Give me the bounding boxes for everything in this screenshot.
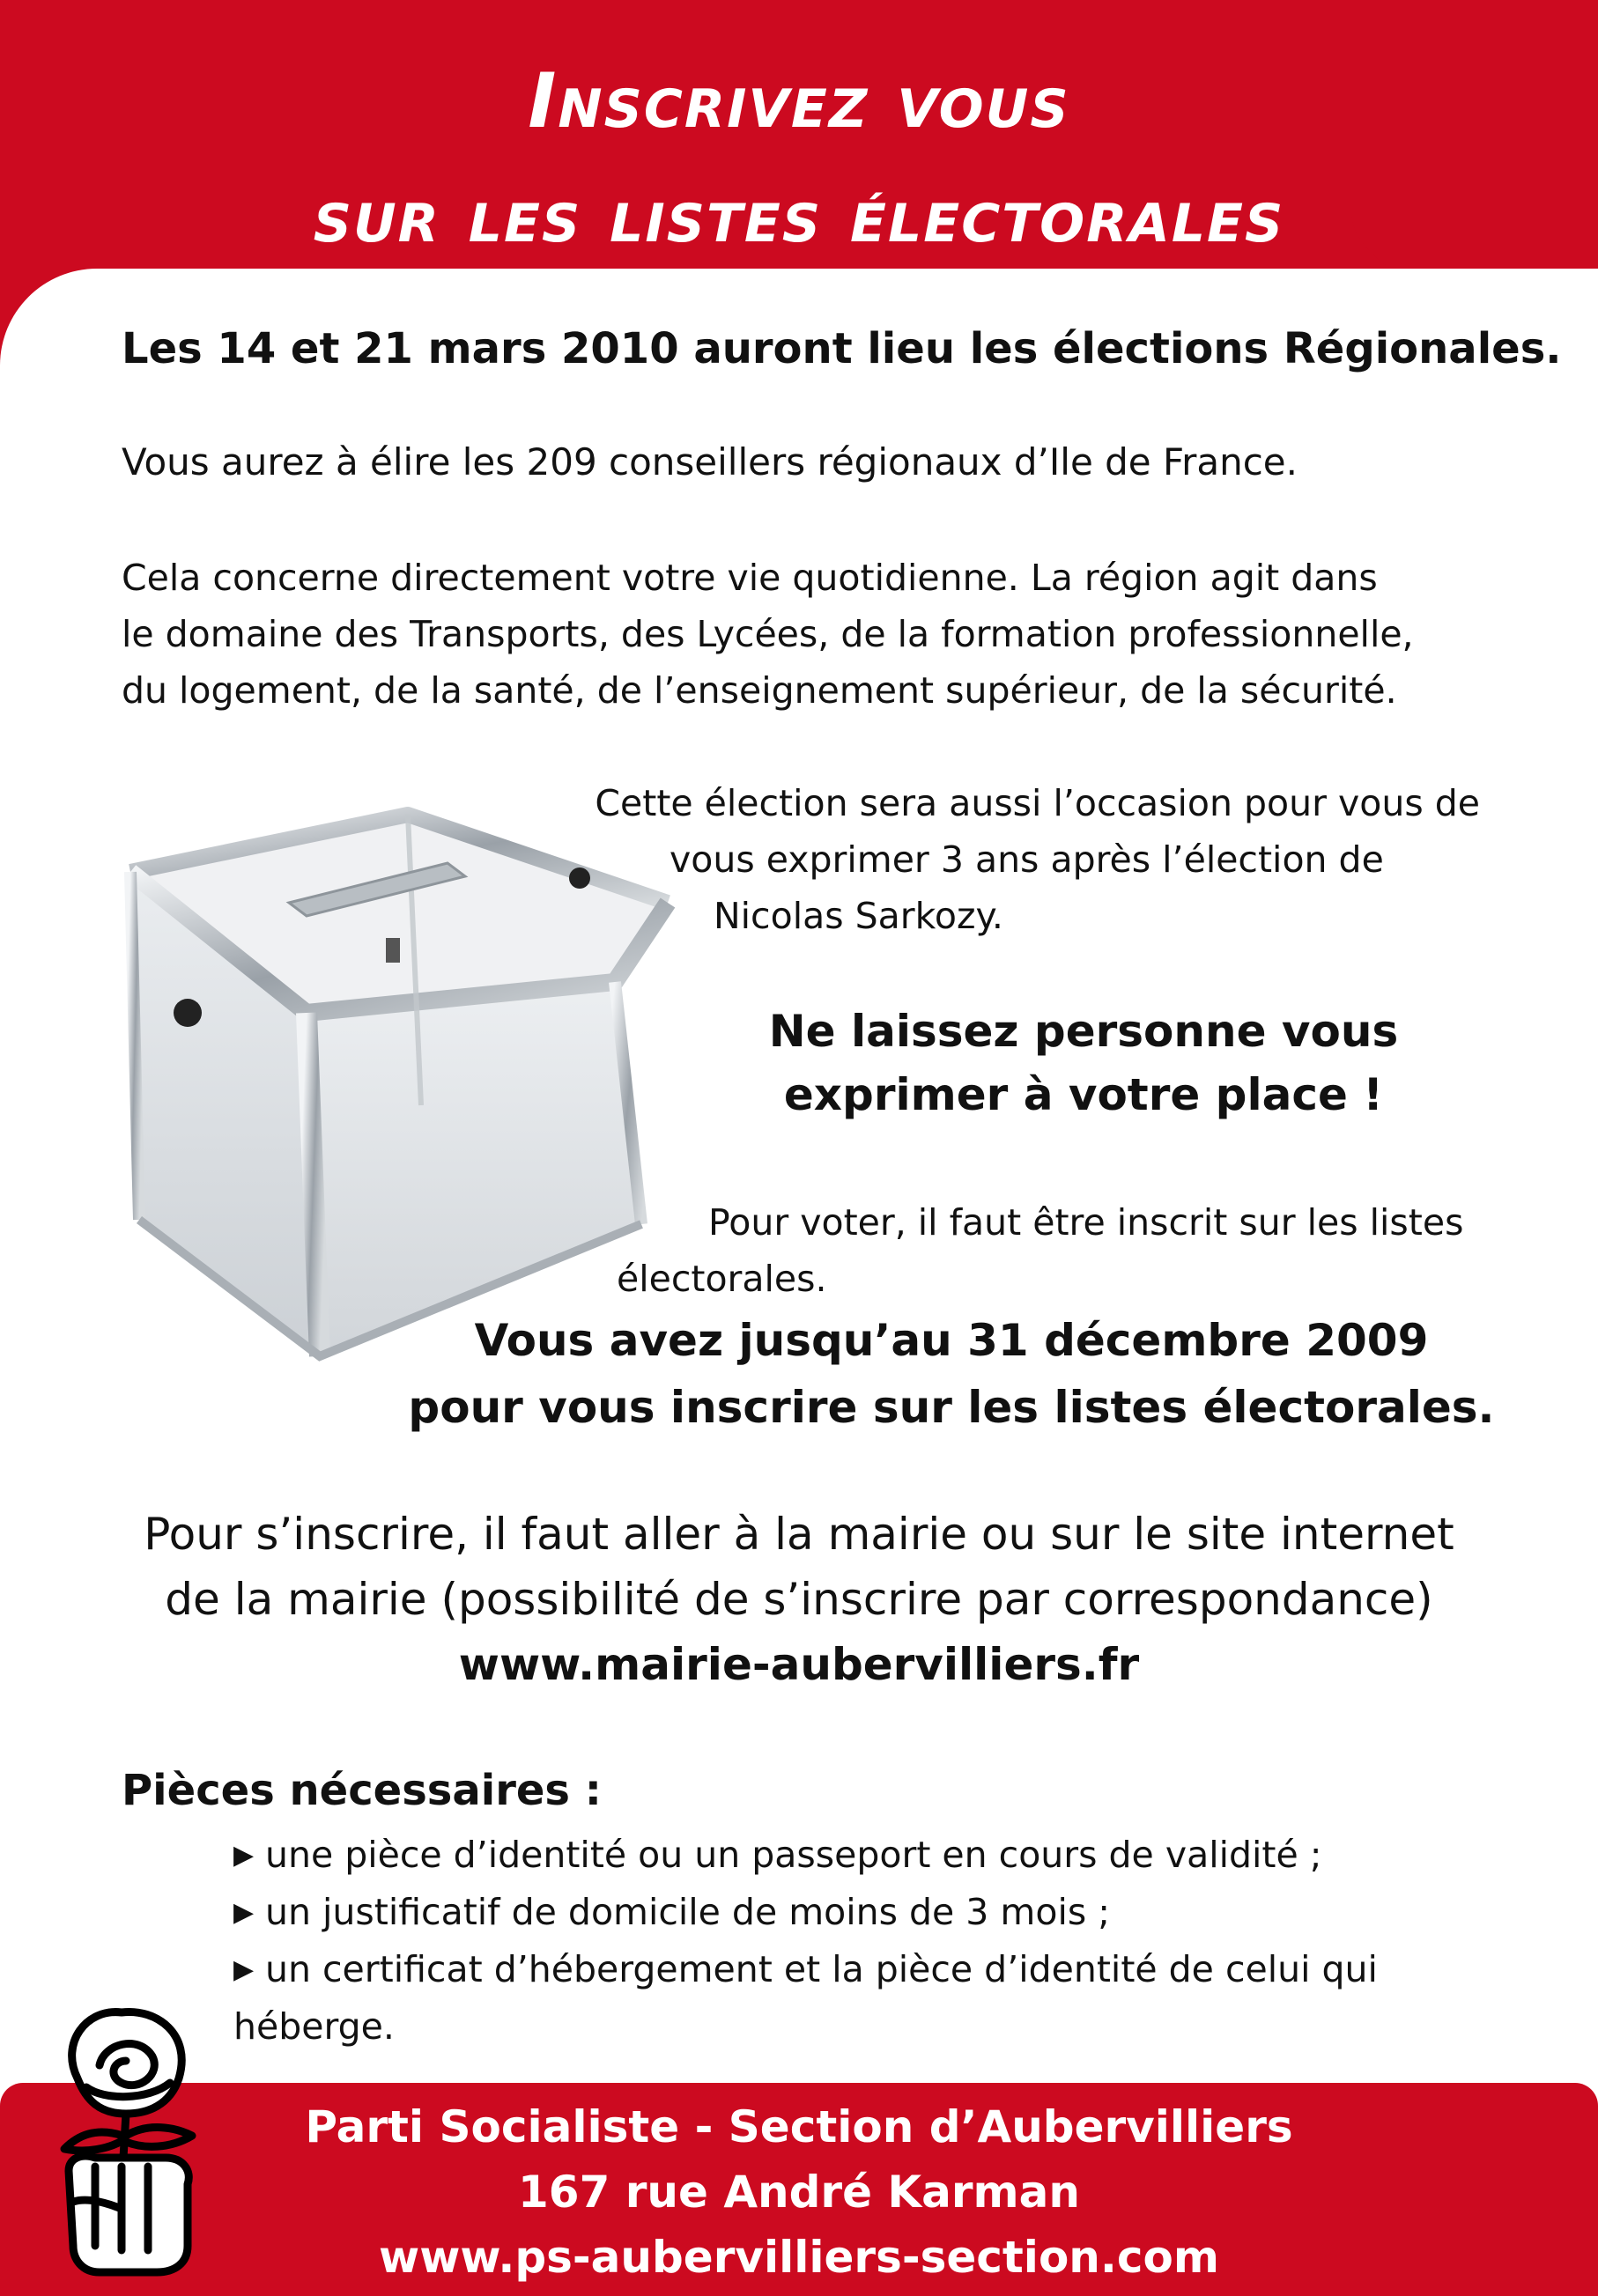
page-title [0,44,1598,273]
triangle-bullet-icon: ▶ [233,1897,255,1928]
slogan-line: Ne laissez personne vous [768,1006,1399,1057]
paragraph-line: électorales. [617,1258,827,1300]
lead-paragraph: Les 14 et 21 mars 2010 auront lieu les élections Régionales. [122,324,1562,373]
footer-address: 167 rue André Karman [518,2167,1080,2218]
list-item: ▶ un justificatif de domicile de moins de 3 mois ; [233,1884,1493,1941]
list-item: ▶ une pièce d’identité ou un passeport en cours de validité ; [233,1827,1493,1884]
paragraph-region-competences [122,550,1496,719]
footer-organisation: Parti Socialiste - Section d’Aubervilliers [305,2101,1293,2152]
triangle-bullet-icon: ▶ [233,1954,255,1985]
paragraph-line: Nicolas Sarkozy. [714,895,1003,937]
ballot-box-icon [113,806,685,1369]
footer-contact [0,2094,1598,2290]
signup-line: Pour s’inscrire, il faut aller à la mairie ou sur le site internet [144,1509,1454,1560]
required-documents-title: Pièces nécessaires : [122,1766,602,1815]
paragraph-line: Pour voter, il faut être inscrit sur les listes [708,1201,1464,1244]
paragraph-councillors: Vous aurez à élire les 209 conseillers régionaux d’Ile de France. [122,440,1298,484]
slogan-line: exprimer à votre place ! [783,1069,1384,1120]
paragraph-line: vous exprimer 3 ans après l’élection de [670,838,1384,881]
paragraph-line: le domaine des Transports, des Lycées, de la formation professionnelle, [122,613,1414,655]
deadline-line: pour vous inscrire sur les listes électorales. [408,1382,1495,1433]
slogan [687,1000,1480,1126]
title-line-2: sur les listes électorales [313,172,1285,260]
footer-website-link[interactable]: www.ps-aubervilliers-section.com [379,2232,1219,2283]
required-documents-list [233,1827,1493,2055]
paragraph-line: Cette élection sera aussi l’occasion pour vous de [595,782,1480,824]
signup-instructions [88,1502,1510,1697]
signup-line: de la mairie (possibilité de s’inscrire par correspondance) [165,1574,1433,1625]
deadline-line: Vous avez jusqu’au 31 décembre 2009 [474,1315,1429,1366]
list-item: ▶ un certificat d’hébergement et la pièce d’identité de celui qui [233,1941,1493,1998]
paragraph-register-requirement [617,1194,1480,1307]
paragraph-line: du logement, de la santé, de l’enseignement supérieur, de la sécurité. [122,669,1397,712]
paragraph-line: Cela concerne directement votre vie quotidienne. La région agit dans [122,557,1378,599]
title-line-1: Inscrivez vous [528,57,1070,145]
list-item-continuation: héberge. [233,2005,395,2048]
mairie-url-link[interactable]: www.mairie-aubervilliers.fr [458,1639,1140,1690]
triangle-bullet-icon: ▶ [233,1840,255,1871]
